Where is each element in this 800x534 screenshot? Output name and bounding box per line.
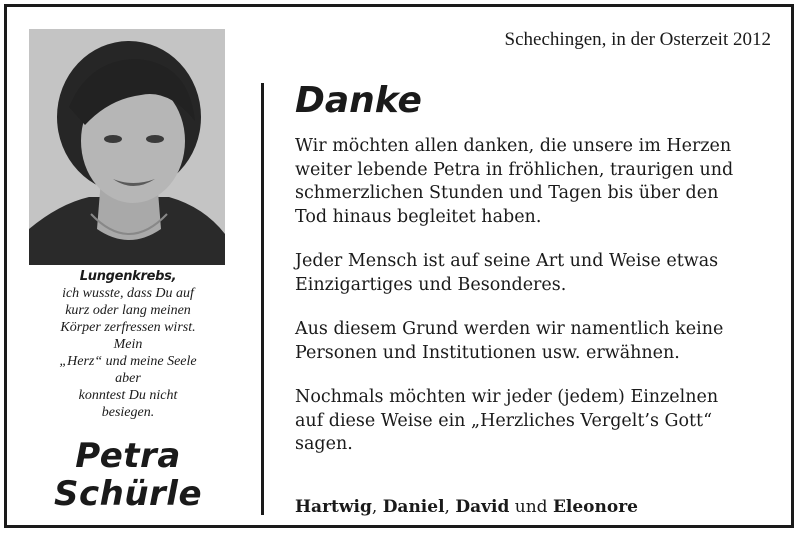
first-name: Petra xyxy=(75,436,181,476)
poem-line: konntest Du nicht xyxy=(78,388,178,403)
separator: , xyxy=(444,497,456,517)
separator: , xyxy=(371,497,383,517)
page-title: Danke xyxy=(295,80,422,121)
separator: und xyxy=(509,497,553,517)
last-name: Schürle xyxy=(53,474,203,514)
text-line: weiter lebende Petra in fröhlichen, traurigen und xyxy=(295,159,734,180)
text-line: Jeder Mensch ist auf seine Art und Weise etwas xyxy=(295,251,719,271)
paragraph xyxy=(295,318,785,365)
poem-line: Körper zerfressen wirst. xyxy=(60,320,196,335)
poem-line: kurz oder lang meinen xyxy=(65,303,191,318)
text-line: Einzigartiges und Besonderes. xyxy=(295,274,567,295)
signer-name: David xyxy=(455,497,510,517)
text-line: Wir möchten allen danken, die unsere im Herzen xyxy=(295,136,732,156)
obituary-frame xyxy=(4,4,794,528)
poem-line: besiegen. xyxy=(101,405,155,420)
signer-name: Daniel xyxy=(382,497,445,517)
poem-line: „Herz“ und meine Seele xyxy=(59,354,197,369)
poem-line: Mein xyxy=(113,337,143,352)
signer-name: Eleonore xyxy=(552,497,638,517)
text-line: Aus diesem Grund werden wir namentlich keine xyxy=(295,319,724,339)
poem-line: ich wusste, dass Du auf xyxy=(62,286,194,301)
text-line: auf diese Weise ein „Herzliches Vergelt’s Gott“ xyxy=(295,410,713,431)
text-line: sagen. xyxy=(295,434,353,454)
paragraph xyxy=(295,135,785,229)
text-line: schmerzlichen Stunden und Tagen bis über den xyxy=(295,183,719,203)
paragraph xyxy=(295,250,785,297)
portrait-photo xyxy=(29,29,225,265)
paragraph xyxy=(295,386,785,457)
signer-name: Hartwig xyxy=(295,497,372,517)
poem-line: aber xyxy=(115,371,141,386)
poem-title: Lungenkrebs, xyxy=(79,269,177,284)
poem xyxy=(21,269,235,421)
text-line: Tod hinaus begleitet haben. xyxy=(295,206,542,227)
main-text xyxy=(295,79,785,478)
deceased-name xyxy=(21,437,235,513)
place-date: Schechingen, in der Osterzeit 2012 xyxy=(504,29,771,50)
text-line: Nochmals möchten wir jeder (jedem) Einzelnen xyxy=(295,387,719,407)
vertical-divider xyxy=(261,83,264,515)
signature xyxy=(295,497,638,517)
text-line: Personen und Institutionen usw. erwähnen. xyxy=(295,342,680,363)
